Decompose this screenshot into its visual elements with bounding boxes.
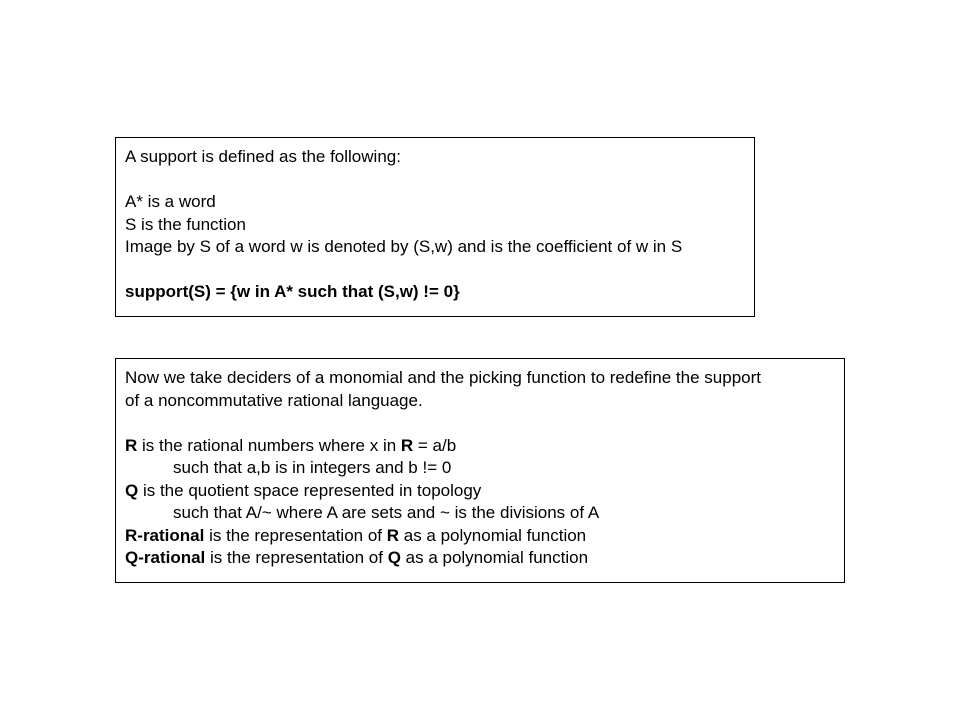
q-rational-symbol: Q xyxy=(387,548,401,567)
r-symbol-inline: R xyxy=(400,435,414,455)
r-symbol: R xyxy=(125,435,138,455)
q-text: is the quotient space represented in topology xyxy=(138,480,482,500)
q-condition: such that A/~ where A are sets and ~ is the divisions of A xyxy=(173,503,600,522)
image-definition: Image by S of a word w is denoted by (S,w) and is the coefficient of w in S xyxy=(125,237,683,256)
blank-line xyxy=(125,412,835,435)
support-intro: A support is defined as the following: xyxy=(125,147,401,166)
rational-intro-line-2: of a noncommutative rational language. xyxy=(125,390,423,410)
r-rational-text-b: as a polynomial function xyxy=(399,525,587,545)
q-symbol: Q xyxy=(125,480,139,500)
r-text-b: = a/b xyxy=(413,435,457,455)
q-rational-label: Q-rational xyxy=(125,548,206,567)
q-rational-text-a: is the representation of xyxy=(205,548,388,567)
r-definition xyxy=(125,435,835,458)
q-rational-definition xyxy=(125,547,835,570)
r-rational-label: R-rational xyxy=(125,525,205,545)
blank-line xyxy=(125,259,745,282)
r-rational-symbol: R xyxy=(386,525,400,545)
support-formula: support(S) = {w in A* such that (S,w) != 0} xyxy=(125,282,460,301)
blank-line xyxy=(125,169,745,192)
word-definition: A* is a word xyxy=(125,192,216,211)
q-definition xyxy=(125,480,835,503)
r-text-a: is the rational numbers where x in xyxy=(137,435,401,455)
r-rational-text-a: is the representation of xyxy=(204,525,387,545)
q-rational-text-b: as a polynomial function xyxy=(400,548,589,567)
function-definition: S is the function xyxy=(125,214,246,234)
r-condition: such that a,b is in integers and b != 0 xyxy=(173,458,452,477)
rational-intro-line-1: Now we take deciders of a monomial and the picking function to redefine the support xyxy=(125,368,761,387)
rational-language-box xyxy=(115,358,845,583)
support-definition-box xyxy=(115,137,755,317)
support-formula-line xyxy=(125,281,745,304)
r-rational-definition xyxy=(125,525,835,548)
